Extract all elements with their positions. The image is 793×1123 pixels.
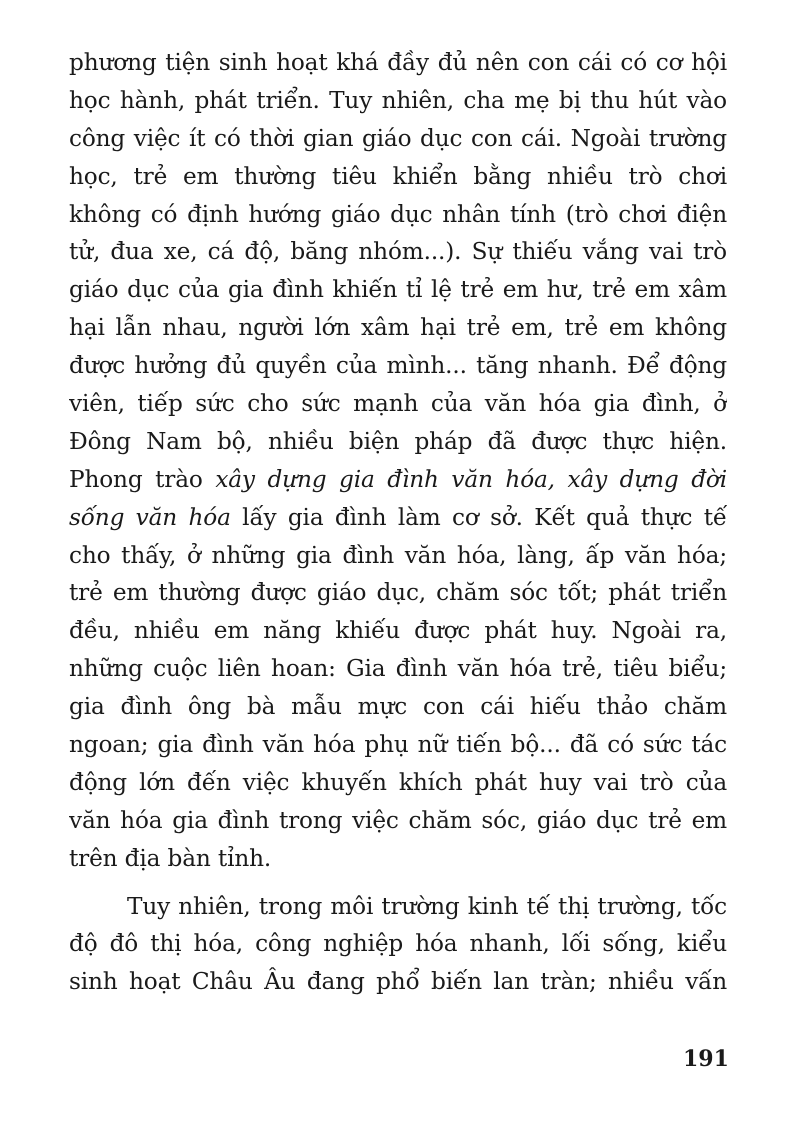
text-line: Đông Nam bộ, nhiều biện pháp đã được thực hiện. bbox=[69, 427, 727, 455]
text-line: học hành, phát triển. Tuy nhiên, cha mẹ bị thu hút vào bbox=[69, 86, 727, 114]
text-line: tử, đua xe, cá độ, băng nhóm...). Sự thiếu vắng vai trò bbox=[69, 238, 727, 266]
text-line: những cuộc liên hoan: Gia đình văn hóa trẻ, tiêu biểu; bbox=[69, 655, 727, 683]
text-line: công việc ít có thời gian giáo dục con cái. Ngoài trường bbox=[69, 124, 727, 152]
text-line bbox=[69, 461, 727, 499]
text-line: gia đình ông bà mẫu mực con cái hiếu thảo chăm bbox=[69, 693, 727, 721]
paragraph-spacer bbox=[69, 878, 727, 888]
body-text bbox=[69, 44, 727, 1001]
text-segment: lấy gia đình làm cơ sở. Kết quả thực tế bbox=[230, 503, 727, 531]
text-line: đều, nhiều em năng khiếu được phát huy. Ngoài ra, bbox=[69, 617, 727, 645]
text-line: được hưởng đủ quyền của mình... tăng nhanh. Để động bbox=[69, 352, 727, 380]
text-line: sinh hoạt Châu Âu đang phổ biến lan tràn; nhiều vấn bbox=[69, 968, 727, 996]
text-line: hại lẫn nhau, người lớn xâm hại trẻ em, trẻ em không bbox=[69, 314, 727, 342]
text-line: động lớn đến việc khuyến khích phát huy vai trò của bbox=[69, 768, 727, 796]
text-line: học, trẻ em thường tiêu khiển bằng nhiều trò chơi bbox=[69, 162, 727, 190]
text-line bbox=[69, 499, 727, 537]
italic-phrase: sống văn hóa bbox=[69, 503, 231, 531]
text-line: Tuy nhiên, trong môi trường kinh tế thị trường, tốc bbox=[127, 892, 727, 920]
paragraph-2 bbox=[69, 888, 727, 1002]
italic-phrase: xây dựng gia đình văn hóa, xây dựng đời bbox=[215, 465, 727, 493]
text-line: trẻ em thường được giáo dục, chăm sóc tốt; phát triển bbox=[69, 579, 727, 607]
paragraph-1 bbox=[69, 44, 727, 878]
text-line: phương tiện sinh hoạt khá đầy đủ nên con cái có cơ hội bbox=[69, 49, 727, 76]
page-number: 191 bbox=[683, 1046, 729, 1072]
text-line: văn hóa gia đình trong việc chăm sóc, giáo dục trẻ em bbox=[69, 806, 727, 834]
text-line: cho thấy, ở những gia đình văn hóa, làng, ấp văn hóa; bbox=[69, 541, 727, 569]
text-line: giáo dục của gia đình khiến tỉ lệ trẻ em hư, trẻ em xâm bbox=[69, 276, 727, 304]
text-line: trên địa bàn tỉnh. bbox=[69, 844, 272, 872]
text-line: không có định hướng giáo dục nhân tính (trò chơi điện bbox=[69, 200, 727, 228]
text-line: viên, tiếp sức cho sức mạnh của văn hóa gia đình, ở bbox=[69, 390, 727, 418]
text-line: độ đô thị hóa, công nghiệp hóa nhanh, lối sống, kiểu bbox=[69, 930, 727, 958]
text-line: ngoan; gia đình văn hóa phụ nữ tiến bộ... đã có sức tác bbox=[69, 731, 727, 759]
text-segment: Phong trào bbox=[69, 465, 216, 493]
